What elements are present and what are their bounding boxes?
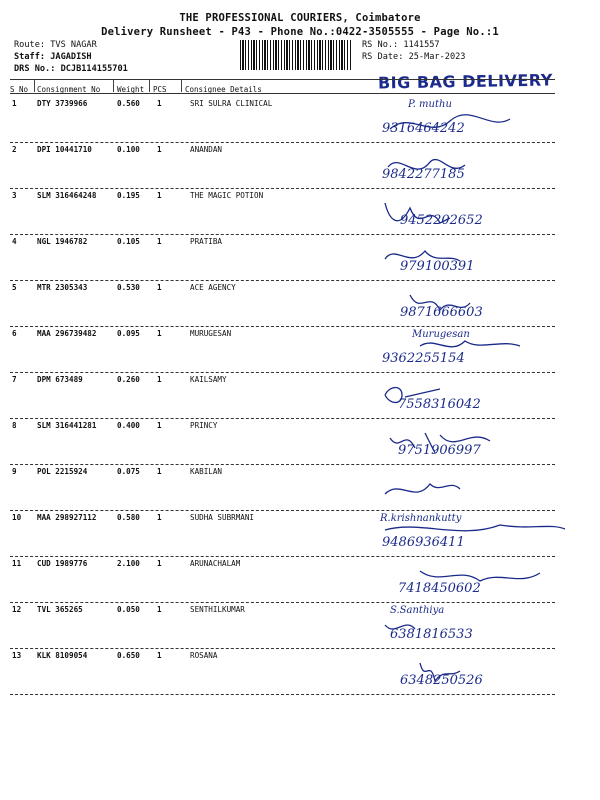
row-weight: 0.105 bbox=[117, 237, 140, 246]
signature-area bbox=[380, 331, 570, 373]
handwritten-phone: 9316464242 bbox=[382, 121, 465, 136]
big-bag-delivery-stamp: BIG BAG DELIVERY bbox=[377, 70, 553, 93]
table-row bbox=[0, 557, 600, 603]
row-weight: 0.530 bbox=[117, 283, 140, 292]
handwritten-phone: 979100391 bbox=[400, 259, 475, 274]
handwritten-phone: 9486936411 bbox=[382, 535, 465, 550]
row-consignee-name: KABILAN bbox=[190, 467, 223, 476]
handwritten-name: R.krishnankutty bbox=[380, 513, 462, 524]
table-row bbox=[0, 327, 600, 373]
row-weight: 0.400 bbox=[117, 421, 140, 430]
row-pcs: 1 bbox=[157, 329, 162, 338]
handwritten-phone: 9452202652 bbox=[400, 213, 483, 228]
signature-area bbox=[380, 515, 570, 557]
row-weight: 0.100 bbox=[117, 145, 140, 154]
row-consignment-no: NGL 1946782 bbox=[37, 237, 88, 246]
col-divider bbox=[149, 80, 150, 92]
row-weight: 2.100 bbox=[117, 559, 140, 568]
row-pcs: 1 bbox=[157, 99, 162, 108]
table-row bbox=[0, 603, 600, 649]
row-weight: 0.260 bbox=[117, 375, 140, 384]
row-pcs: 1 bbox=[157, 467, 162, 476]
row-consignment-no: KLK 8109054 bbox=[37, 651, 88, 660]
row-consignee-name: ANANDAN bbox=[190, 145, 223, 154]
drs-number: DRS No.: DCJB114155701 bbox=[14, 64, 128, 74]
company-title: THE PROFESSIONAL COURIERS, Coimbatore bbox=[179, 12, 421, 24]
table-row bbox=[0, 281, 600, 327]
row-weight: 0.560 bbox=[117, 99, 140, 108]
col-divider bbox=[181, 80, 182, 92]
signature-area bbox=[380, 147, 570, 189]
row-pcs: 1 bbox=[157, 375, 162, 384]
row-sno: 3 bbox=[12, 191, 17, 200]
row-consignment-no: TVL 365265 bbox=[37, 605, 83, 614]
signature-area bbox=[380, 101, 570, 143]
col-header-consignee: Consignee Details bbox=[185, 85, 262, 94]
row-weight: 0.650 bbox=[117, 651, 140, 660]
row-pcs: 1 bbox=[157, 145, 162, 154]
signature-stroke bbox=[385, 484, 460, 494]
row-weight: 0.075 bbox=[117, 467, 140, 476]
header-top-rule bbox=[10, 79, 555, 80]
runsheet-subtitle: Delivery Runsheet - P43 - Phone No.:0422-3505555 - Page No.:1 bbox=[101, 26, 499, 38]
row-consignee-name: MURUGESAN bbox=[190, 329, 232, 338]
row-pcs: 1 bbox=[157, 513, 162, 522]
row-sno: 11 bbox=[12, 559, 22, 568]
barcode bbox=[240, 40, 352, 70]
table-row bbox=[0, 97, 600, 143]
signature-area bbox=[380, 239, 570, 281]
row-consignee-name: SRI SULRA CLINICAL bbox=[190, 99, 273, 108]
handwritten-phone: 7418450602 bbox=[398, 581, 481, 596]
row-sno: 4 bbox=[12, 237, 17, 246]
rs-number: RS No.: 1141557 bbox=[362, 40, 440, 50]
row-pcs: 1 bbox=[157, 421, 162, 430]
row-consignment-no: POL 2215924 bbox=[37, 467, 88, 476]
row-sno: 2 bbox=[12, 145, 17, 154]
row-consignee-name: ARUNACHALAM bbox=[190, 559, 241, 568]
row-consignee-name: THE MAGIC POTION bbox=[190, 191, 264, 200]
signature-area bbox=[380, 377, 570, 419]
row-sno: 13 bbox=[12, 651, 22, 660]
handwritten-phone: 9842277185 bbox=[382, 167, 465, 182]
row-pcs: 1 bbox=[157, 191, 162, 200]
row-sno: 12 bbox=[12, 605, 22, 614]
row-consignee-name: PRATIBA bbox=[190, 237, 223, 246]
signature-area bbox=[380, 193, 570, 235]
col-header-weight: Weight bbox=[117, 85, 145, 94]
col-divider bbox=[34, 80, 35, 92]
row-consignee-name: SENTHILKUMAR bbox=[190, 605, 245, 614]
signature-area bbox=[380, 469, 570, 511]
handwritten-phone: 9751906997 bbox=[398, 443, 481, 458]
col-header-consignment: Consignment No bbox=[37, 85, 101, 94]
row-sno: 7 bbox=[12, 375, 17, 384]
table-row bbox=[0, 465, 600, 511]
row-sno: 10 bbox=[12, 513, 22, 522]
handwritten-name: P. muthu bbox=[408, 99, 452, 110]
row-consignment-no: DTY 3739966 bbox=[37, 99, 88, 108]
row-consignee-name: KAILSAMY bbox=[190, 375, 227, 384]
signature-area bbox=[380, 423, 570, 465]
row-sno: 1 bbox=[12, 99, 17, 108]
table-row bbox=[0, 235, 600, 281]
header-bottom-rule bbox=[10, 93, 555, 94]
col-header-pcs: PCS bbox=[153, 85, 167, 94]
signature-area bbox=[380, 653, 570, 695]
col-header-sno: S No bbox=[10, 85, 29, 94]
handwritten-phone: 9871666603 bbox=[400, 305, 483, 320]
staff-label: Staff: JAGADISH bbox=[14, 52, 92, 62]
row-consignee-name: SUDHA SUBRMANI bbox=[190, 513, 255, 522]
table-row bbox=[0, 419, 600, 465]
signature-stroke bbox=[420, 341, 520, 347]
handwritten-phone: 7558316042 bbox=[398, 397, 481, 412]
handwritten-name: S.Santhiya bbox=[390, 605, 445, 616]
row-consignment-no: MAA 296739482 bbox=[37, 329, 97, 338]
row-weight: 0.095 bbox=[117, 329, 140, 338]
row-sno: 8 bbox=[12, 421, 17, 430]
row-divider bbox=[10, 694, 555, 695]
row-weight: 0.195 bbox=[117, 191, 140, 200]
row-consignment-no: DPI 10441710 bbox=[37, 145, 92, 154]
table-row bbox=[0, 511, 600, 557]
row-sno: 9 bbox=[12, 467, 17, 476]
row-sno: 6 bbox=[12, 329, 17, 338]
row-pcs: 1 bbox=[157, 283, 162, 292]
row-consignment-no: SLM 316441281 bbox=[37, 421, 97, 430]
handwritten-name: Murugesan bbox=[412, 329, 470, 340]
signature-scribble bbox=[380, 469, 570, 511]
row-weight: 0.580 bbox=[117, 513, 140, 522]
handwritten-phone: 9362255154 bbox=[382, 351, 465, 366]
row-weight: 0.050 bbox=[117, 605, 140, 614]
row-pcs: 1 bbox=[157, 605, 162, 614]
table-row bbox=[0, 373, 600, 419]
handwritten-phone: 6381816533 bbox=[390, 627, 473, 642]
table-row bbox=[0, 143, 600, 189]
row-consignment-no: MAA 298927112 bbox=[37, 513, 97, 522]
table-row bbox=[0, 649, 600, 695]
signature-area bbox=[380, 607, 570, 649]
row-consignee-name: PRINCY bbox=[190, 421, 218, 430]
col-divider bbox=[113, 80, 114, 92]
row-consignment-no: MTR 2305343 bbox=[37, 283, 88, 292]
rs-date: RS Date: 25-Mar-2023 bbox=[362, 52, 466, 62]
row-consignment-no: DPM 673489 bbox=[37, 375, 83, 384]
row-pcs: 1 bbox=[157, 559, 162, 568]
row-pcs: 1 bbox=[157, 651, 162, 660]
route-label: Route: TVS NAGAR bbox=[14, 40, 97, 50]
row-consignee-name: ACE AGENCY bbox=[190, 283, 236, 292]
signature-area bbox=[380, 285, 570, 327]
handwritten-phone: 6348250526 bbox=[400, 673, 483, 688]
row-consignment-no: SLM 316464248 bbox=[37, 191, 97, 200]
row-consignee-name: ROSANA bbox=[190, 651, 218, 660]
row-sno: 5 bbox=[12, 283, 17, 292]
table-row bbox=[0, 189, 600, 235]
row-pcs: 1 bbox=[157, 237, 162, 246]
signature-stroke bbox=[420, 571, 540, 581]
signature-stroke bbox=[385, 525, 565, 531]
row-consignment-no: CUD 1989776 bbox=[37, 559, 88, 568]
signature-area bbox=[380, 561, 570, 603]
